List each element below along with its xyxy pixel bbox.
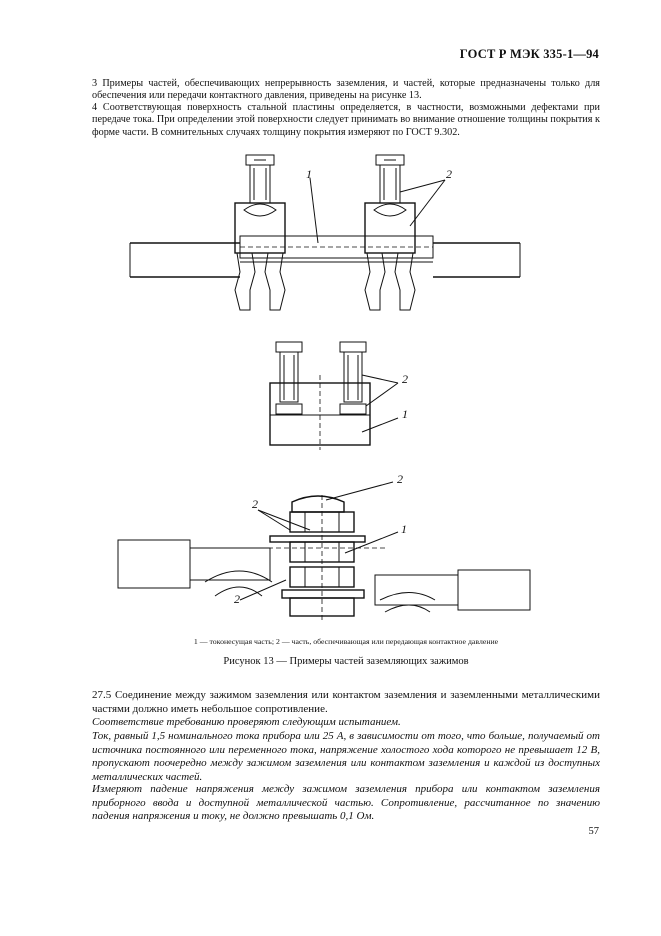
label-2-c3: 2 [234, 592, 240, 606]
note-4: 4 Соответствующая поверхность стальной пластины определяется, в частности, возможными дефектами при передаче тока. При определении этой поверхности следует принимать во внимание отношение толщины покрытия к форме части. В сомнительных случаях толщину покрытия измеряют по ГОСТ 9.302. [92, 102, 600, 138]
clause-27-5: 27.5 Соединение между зажимом заземления или контактом заземления и заземленными металлическими частями должно иметь небольшое сопротивление. [92, 689, 600, 715]
label-1-b: 1 [402, 407, 408, 421]
voltage-drop-text: Измеряют падение напряжения между зажимом заземления прибора или контактом заземления приборного ввода и доступной металлической частью. Сопротивление, рассчитанное по значению падения напряжения и току, не должно превышать 0,1 Ом. [92, 783, 600, 823]
compliance-check: Соответствие требованию проверяют следующим испытанием. [92, 716, 401, 728]
note-3: 3 Примеры частей, обеспечивающих непрерывность заземления, и частей, которые предназначены только для обеспечения или передачи контактного давления, приведены на рисунке 13. [92, 78, 600, 102]
clamp-drawing-b [270, 342, 408, 450]
test-current-text: Ток, равный 1,5 номинального тока прибора или 25 А, в зависимости от того, что больше, получаемый от источника постоянного или переменного тока, напряжение холостого хода которого не превышает 12 В, пропускают поочередно между зажимом заземления или контактом заземления и каждой из доступных металлических частей. [92, 730, 600, 783]
label-2-b: 2 [402, 372, 408, 386]
label-2-c1: 2 [397, 472, 403, 486]
label-2-c2: 2 [252, 497, 258, 511]
figure-13-drawing [0, 140, 661, 660]
label-1-c: 1 [401, 522, 407, 536]
clamp-drawing-c [118, 472, 530, 622]
page-number: 57 [588, 826, 599, 837]
standard-header: ГОСТ Р МЭК 335-1—94 [459, 47, 599, 61]
label-1-a: 1 [306, 167, 312, 181]
figure-caption: Рисунок 13 — Примеры частей заземляющих зажимов [223, 656, 469, 667]
clamp-drawing-a [130, 155, 520, 310]
label-2-a: 2 [446, 167, 452, 181]
figure-legend: 1 — токонесущая часть; 2 — часть, обеспечивающая или передающая контактное давление [193, 637, 499, 646]
